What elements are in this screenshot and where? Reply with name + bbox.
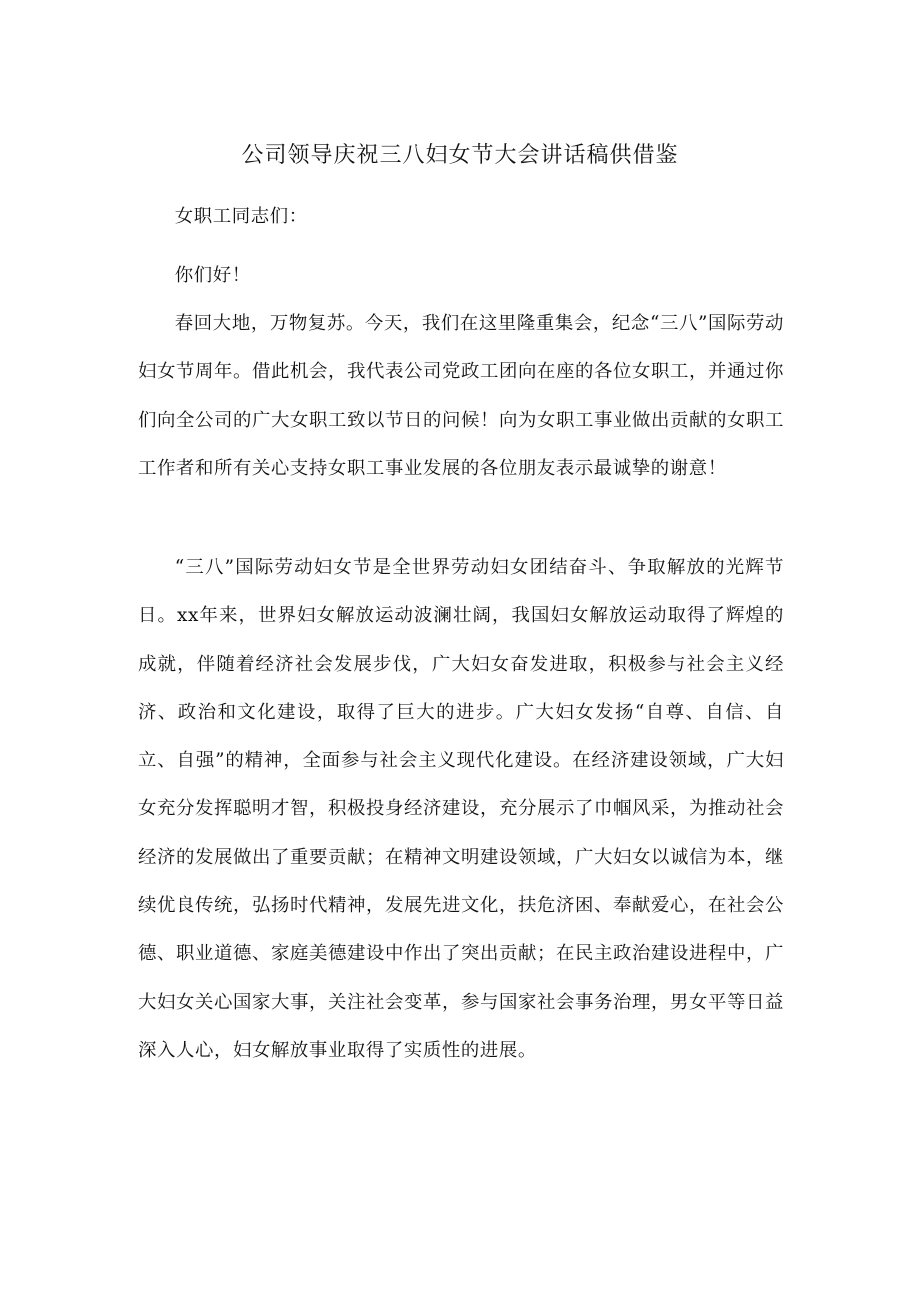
document-title: 公司领导庆祝三八妇女节大会讲话稿供借鉴 <box>241 143 679 168</box>
paragraph-1: 春回大地，万物复苏。今天，我们在这里隆重集会，纪念“三八”国际劳动妇女节周年。借此机会，我代表公司党政工团向在座的各位女职工，并通过你们向全公司的广大女职工致以节日的问候！向为女职工事业做出贡献的女职工工作者和所有关心支持女职工事业发展的各位朋友表示最诚挚的谢意！ <box>138 313 784 479</box>
salutation-line: 女职工同志们： <box>174 206 308 227</box>
greeting-line: 你们好！ <box>174 265 251 286</box>
paragraph-2: “三八”国际劳动妇女节是全世界劳动妇女团结奋斗、争取解放的光辉节日。xx年来，世界妇女解放运动波澜壮阔，我国妇女解放运动取得了辉煌的成就，伴随着经济社会发展步伐，广大妇女奋发进取，积极参与社会主义经济、政治和文化建设，取得了巨大的进步。广大妇女发扬“自尊、自信、自立、自强”的精神，全面参与社会主义现代化建设。在经济建设领域，广大妇女充分发挥聪明才智，积极投身经济建设，充分展示了巾帼风采，为推动社会经济的发展做出了重要贡献；在精神文明建设领域，广大妇女以诚信为本，继续优良传统，弘扬时代精神，发展先进文化，扶危济困、奉献爱心，在社会公德、职业道德、家庭美德建设中作出了突出贡献；在民主政治建设进程中，广大妇女关心国家大事，关注社会变革，参与国家社会事务治理，男女平等日益深入人心，妇女解放事业取得了实质性的进展。 <box>138 557 784 1061</box>
